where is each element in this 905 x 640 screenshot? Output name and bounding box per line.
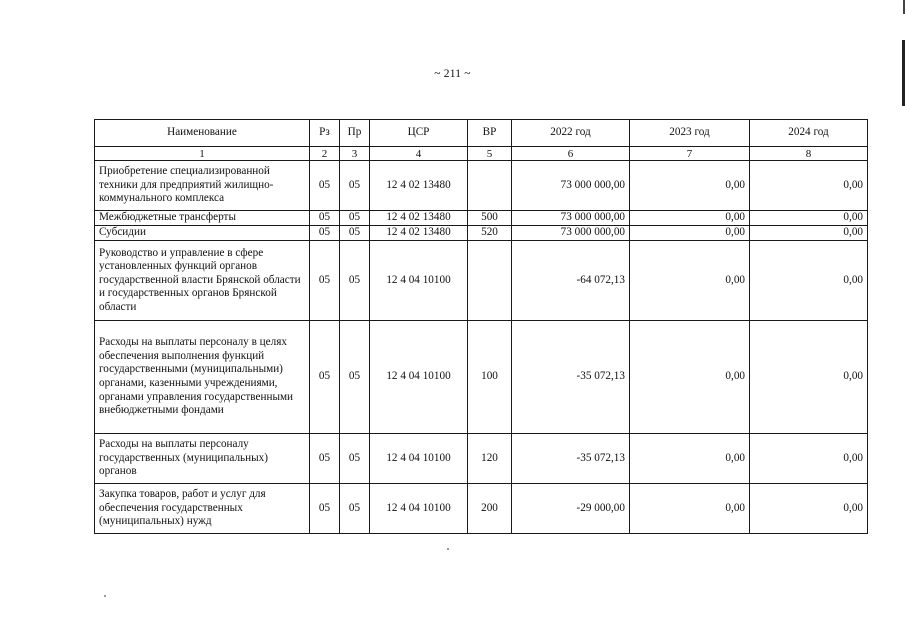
row-2023: 0,00 xyxy=(630,321,750,434)
row-2024: 0,00 xyxy=(750,226,868,241)
row-pr: 05 xyxy=(340,211,370,226)
column-index: 4 xyxy=(370,147,468,161)
row-rz: 05 xyxy=(310,434,340,484)
row-vr: 120 xyxy=(468,434,512,484)
row-pr: 05 xyxy=(340,241,370,321)
row-pr: 05 xyxy=(340,321,370,434)
table-row xyxy=(95,161,868,211)
row-csr: 12 4 02 13480 xyxy=(370,211,468,226)
row-csr: 12 4 04 10100 xyxy=(370,484,468,534)
header-rz: Рз xyxy=(310,120,340,147)
row-name: Расходы на выплаты персоналу в целях обеспечения выполнения функций государственными (муниципальными) органами, казенными учреждениями, органами управления государственными внебюджетными фондами xyxy=(95,321,310,434)
row-2022: -35 072,13 xyxy=(512,321,630,434)
row-csr: 12 4 04 10100 xyxy=(370,241,468,321)
row-2023: 0,00 xyxy=(630,211,750,226)
header-2022: 2022 год xyxy=(512,120,630,147)
row-name: Межбюджетные трансферты xyxy=(95,211,310,226)
row-2023: 0,00 xyxy=(630,226,750,241)
header-row xyxy=(95,120,868,147)
row-2024: 0,00 xyxy=(750,211,868,226)
row-rz: 05 xyxy=(310,161,340,211)
row-rz: 05 xyxy=(310,241,340,321)
table-header xyxy=(95,120,868,161)
column-index: 2 xyxy=(310,147,340,161)
column-index: 6 xyxy=(512,147,630,161)
row-name: Расходы на выплаты персоналу государственных (муниципальных) органов xyxy=(95,434,310,484)
row-rz: 05 xyxy=(310,211,340,226)
page-number: ~ 211 ~ xyxy=(434,68,471,80)
row-2022: -29 000,00 xyxy=(512,484,630,534)
row-pr: 05 xyxy=(340,161,370,211)
column-index: 3 xyxy=(340,147,370,161)
column-index: 5 xyxy=(468,147,512,161)
row-rz: 05 xyxy=(310,321,340,434)
header-name: Наименование xyxy=(95,120,310,147)
column-index: 7 xyxy=(630,147,750,161)
row-2023: 0,00 xyxy=(630,161,750,211)
budget-table xyxy=(94,119,868,534)
header-pr: Пр xyxy=(340,120,370,147)
row-2024: 0,00 xyxy=(750,241,868,321)
table-row xyxy=(95,211,868,226)
scan-speck xyxy=(447,548,449,550)
row-name: Закупка товаров, работ и услуг для обеспечения государственных (муниципальных) нужд xyxy=(95,484,310,534)
row-csr: 12 4 02 13480 xyxy=(370,161,468,211)
row-2022: -64 072,13 xyxy=(512,241,630,321)
row-name: Руководство и управление в сфере установленных функций органов государственной власти Брянской области и государственных органов Брянской области xyxy=(95,241,310,321)
row-2023: 0,00 xyxy=(630,484,750,534)
table-row xyxy=(95,484,868,534)
row-pr: 05 xyxy=(340,484,370,534)
row-pr: 05 xyxy=(340,226,370,241)
row-vr xyxy=(468,161,512,211)
header-vr: ВР xyxy=(468,120,512,147)
row-2024: 0,00 xyxy=(750,321,868,434)
row-name: Субсидии xyxy=(95,226,310,241)
row-csr: 12 4 04 10100 xyxy=(370,434,468,484)
header-2024: 2024 год xyxy=(750,120,868,147)
row-2024: 0,00 xyxy=(750,161,868,211)
column-index: 8 xyxy=(750,147,868,161)
row-pr: 05 xyxy=(340,434,370,484)
row-2022: 73 000 000,00 xyxy=(512,226,630,241)
scan-speck xyxy=(104,595,106,597)
row-2024: 0,00 xyxy=(750,434,868,484)
row-vr: 500 xyxy=(468,211,512,226)
row-rz: 05 xyxy=(310,484,340,534)
header-2023: 2023 год xyxy=(630,120,750,147)
table-row xyxy=(95,226,868,241)
row-csr: 12 4 02 13480 xyxy=(370,226,468,241)
row-2023: 0,00 xyxy=(630,241,750,321)
row-vr: 100 xyxy=(468,321,512,434)
row-rz: 05 xyxy=(310,226,340,241)
table-row xyxy=(95,434,868,484)
row-2023: 0,00 xyxy=(630,434,750,484)
table-row xyxy=(95,321,868,434)
header-csr: ЦСР xyxy=(370,120,468,147)
row-2024: 0,00 xyxy=(750,484,868,534)
table-row xyxy=(95,241,868,321)
table-body xyxy=(95,161,868,534)
row-2022: 73 000 000,00 xyxy=(512,211,630,226)
row-2022: 73 000 000,00 xyxy=(512,161,630,211)
row-2022: -35 072,13 xyxy=(512,434,630,484)
row-vr xyxy=(468,241,512,321)
row-vr: 520 xyxy=(468,226,512,241)
column-index: 1 xyxy=(95,147,310,161)
column-index-row xyxy=(95,147,868,161)
row-name: Приобретение специализированной техники для предприятий жилищно-коммунального комплекса xyxy=(95,161,310,211)
row-vr: 200 xyxy=(468,484,512,534)
row-csr: 12 4 04 10100 xyxy=(370,321,468,434)
